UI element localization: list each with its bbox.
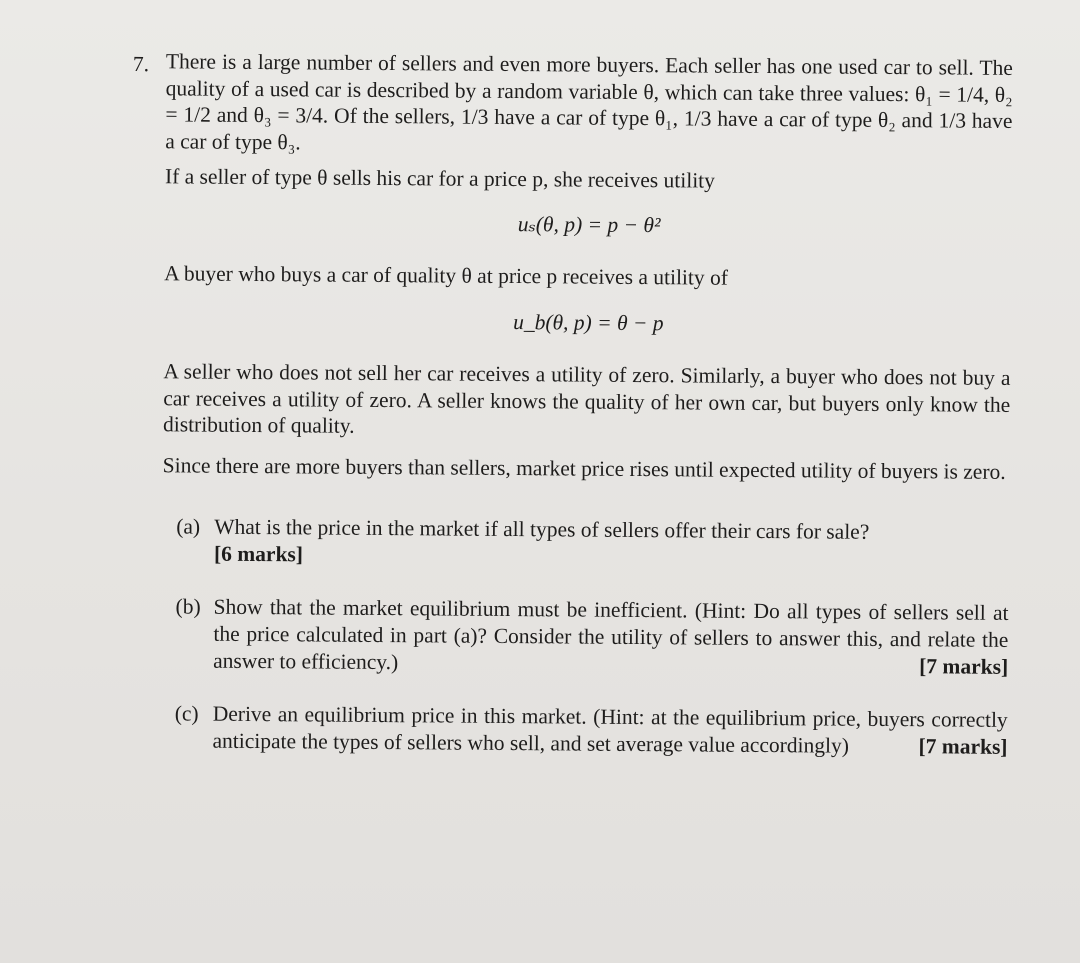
part-a bbox=[176, 513, 1009, 574]
buyer-utility-text: A buyer who buys a car of quality θ at price p receives a utility of bbox=[164, 261, 729, 291]
part-text: What is the price in the market if all types of sellers offer their cars for sale? bbox=[214, 514, 870, 544]
part-text: Show that the market equilibrium must be inefficient. (Hint: Do all types of sellers sell at the price calculated in part (a)? Consider the utility of sellers to answer this, and relate the answer to efficiency.) bbox=[213, 594, 1009, 675]
question-intro: There is a large number of sellers and even more buyers. Each seller has one used car to sell. The quality of a used car is described by a random variable θ, which can take three values: θ₁ = 1/4, θ₂ = 1/2 and θ₃ = 3/4. Of the sellers, 1/3 have a car of type θ₁, 1/3 have a car of type θ₂ and 1/3 have a car of type θ₃. bbox=[165, 49, 1013, 155]
question-parts bbox=[174, 513, 1009, 761]
part-marks: [7 marks] bbox=[919, 654, 1009, 679]
part-label: (c) bbox=[174, 701, 199, 726]
part-marks: [7 marks] bbox=[918, 734, 1008, 759]
market-paragraph: Since there are more buyers than sellers, market price rises until expected utility of buyers is zero. bbox=[162, 453, 1006, 484]
part-text: Derive an equilibrium price in this market. (Hint: at the equilibrium price, buyers correctly anticipate the types of sellers who sell, and set average value accordingly) bbox=[212, 701, 1008, 758]
question-number: 7. bbox=[132, 52, 150, 77]
buyer-utility-formula: u_b(θ, p) = θ − p bbox=[513, 309, 664, 336]
part-label: (b) bbox=[175, 594, 201, 619]
information-paragraph: A seller who does not sell her car receives a utility of zero. Similarly, a buyer who does not buy a car receives a utility of zero. A seller knows the quality of her own car, but buyers only know the distribution of quality. bbox=[162, 359, 1011, 439]
part-c bbox=[174, 700, 1007, 761]
seller-utility-text: If a seller of type θ sells his car for a price p, she receives utility bbox=[164, 163, 716, 193]
part-marks: [6 marks] bbox=[213, 541, 304, 567]
part-label: (a) bbox=[176, 513, 201, 539]
part-b bbox=[175, 593, 1009, 681]
question-block bbox=[122, 48, 1013, 787]
seller-utility-formula: uₛ(θ, p) = p − θ² bbox=[517, 212, 661, 238]
